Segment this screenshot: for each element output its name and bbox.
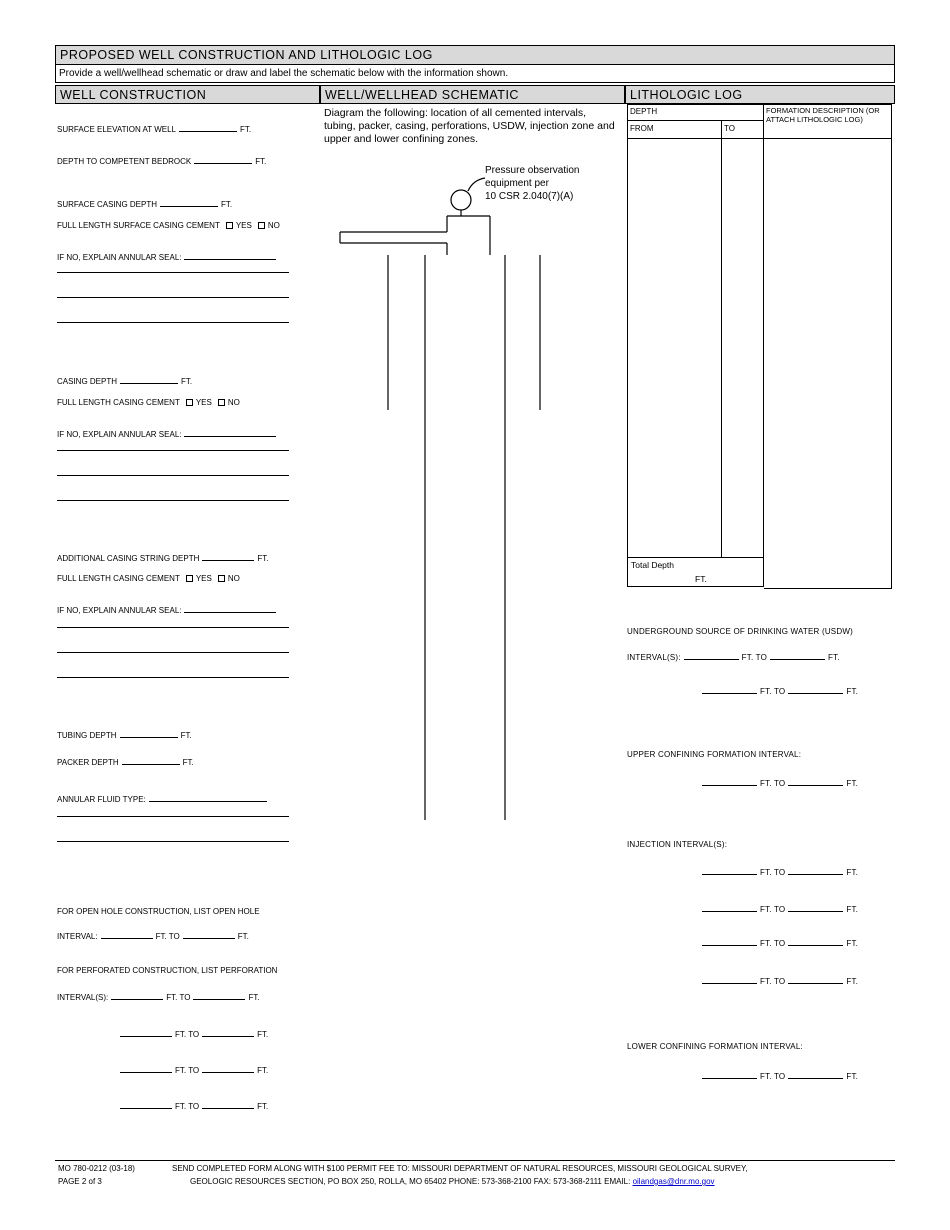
lithologic-log-section [627,104,893,1114]
blank-field[interactable] [702,686,757,694]
blank-field[interactable] [120,1101,172,1109]
additional-casing-row [57,553,269,564]
blank-field[interactable] [788,686,843,694]
additional-casing-depth-label: ADDITIONAL CASING STRING DEPTH [57,554,200,563]
schematic-section [322,104,625,1164]
surface-elevation-row [57,124,251,135]
packer-depth-label: PACKER DEPTH [57,758,119,767]
from-column-header: FROM [628,121,722,138]
schematic-instructions: Diagram the following: location of all cemented intervals, tubing, packer, casing, perforations, USDW, injection zone and upper and lower confining zones. [324,107,615,145]
blank-field[interactable] [101,931,153,939]
full-length-casing-cement-label: FULL LENGTH CASING CEMENT [57,574,180,583]
lithologic-table [627,104,892,589]
intervals-label: INTERVAL(S): [57,993,109,1002]
footer-divider [55,1160,895,1161]
checkbox-yes[interactable] [186,399,193,406]
no-label: NO [267,221,280,230]
perforated-interval-row [117,1029,268,1040]
blank-field[interactable] [702,904,757,912]
ft-label: FT. [257,1066,269,1075]
pressure-gauge-icon [451,190,471,210]
injection-interval-row [699,976,858,987]
usdw-heading: UNDERGROUND SOURCE OF DRINKING WATER (USDW) [627,627,853,636]
blank-line[interactable] [57,652,289,653]
blank-field[interactable] [684,652,739,660]
ft-to-label: FT. TO [760,977,786,986]
tubing-depth-row [57,730,192,741]
fromto-header-row [628,121,763,139]
ft-label: FT. [221,200,233,209]
perforated-interval-row [117,1065,268,1076]
blank-line[interactable] [57,500,289,501]
blank-field[interactable] [120,376,178,384]
page-number: PAGE 2 of 3 [58,1177,102,1186]
ft-to-label: FT. TO [760,868,786,877]
blank-field[interactable] [788,938,843,946]
full-length-surface-casing-cement-label: FULL LENGTH SURFACE CASING CEMENT [57,221,220,230]
blank-line[interactable] [57,272,289,273]
footer-address: GEOLOGIC RESOURCES SECTION, PO BOX 250, ROLLA, MO 65402 PHONE: 573-368-2100 FAX: 573-368-2111 EMAIL: [190,1177,633,1186]
injection-interval-row [699,938,858,949]
blank-field[interactable] [160,199,218,207]
ft-to-label: FT. TO [760,779,786,788]
surface-casing-lines [388,255,540,410]
blank-line[interactable] [57,475,289,476]
blank-line[interactable] [57,677,289,678]
depth-column-header: DEPTH [628,105,763,121]
ft-label: FT. [182,758,194,767]
from-column-body[interactable] [628,139,722,557]
footer-line2 [172,1177,715,1187]
form-title: PROPOSED WELL CONSTRUCTION AND LITHOLOGIC LOG [55,45,895,65]
surface-casing-cement-row [57,221,280,231]
annular-seal-row [57,605,279,616]
blank-field[interactable] [194,156,252,164]
to-column-header: TO [724,123,735,133]
perforated-interval-row [117,1101,268,1112]
well-schematic-drawing [322,104,625,864]
ft-label: FT. [257,1030,269,1039]
blank-field[interactable] [184,605,276,613]
if-no-explain-label: IF NO, EXPLAIN ANNULAR SEAL: [57,253,182,262]
tubing-depth-label: TUBING DEPTH [57,731,117,740]
blank-field[interactable] [120,1029,172,1037]
blank-field[interactable] [184,252,276,260]
ft-label: FT. [846,1072,859,1081]
ft-label: FT. [828,653,840,662]
full-length-casing-cement-label: FULL LENGTH CASING CEMENT [57,398,180,407]
ft-to-label: FT. TO [175,1030,200,1039]
formation-description-column [764,104,892,589]
blank-field[interactable] [702,778,757,786]
blank-field[interactable] [184,429,276,437]
blank-field[interactable] [788,904,843,912]
injection-heading: INJECTION INTERVAL(S): [627,840,728,849]
ft-label: FT. [237,932,249,941]
blank-field[interactable] [788,1071,843,1079]
ft-label: FT. [846,939,859,948]
formation-description-header: FORMATION DESCRIPTION (OR ATTACH LITHOLOGIC LOG) [764,105,891,139]
ft-to-label: FT. TO [175,1102,200,1111]
annular-seal-row [57,252,279,263]
open-hole-interval-row [57,931,249,942]
ft-label: FT. [181,377,193,386]
blank-line[interactable] [57,450,289,451]
checkbox-yes[interactable] [186,575,193,582]
yes-label: YES [235,221,252,230]
blank-field[interactable] [149,794,267,802]
blank-field[interactable] [788,778,843,786]
annotation-line: equipment per [485,178,549,189]
upper-confining-heading: UPPER CONFINING FORMATION INTERVAL: [627,750,802,759]
wellhead-lines [340,210,490,255]
annotation-leader-line [468,178,485,191]
footer-row-1 [58,1164,893,1174]
ft-to-label: FT. TO [760,1072,786,1081]
ft-label: FT. [846,687,859,696]
open-hole-note: FOR OPEN HOLE CONSTRUCTION, LIST OPEN HOLE [57,907,260,916]
annotation-line: 10 CSR 2.040(7)(A) [485,191,574,202]
blank-field[interactable] [183,931,235,939]
blank-field[interactable] [202,1065,254,1073]
ft-to-label: FT. TO [760,905,786,914]
if-no-explain-label: IF NO, EXPLAIN ANNULAR SEAL: [57,430,182,439]
schematic-header: WELL/WELLHEAD SCHEMATIC [320,85,625,104]
ft-label: FT. [846,905,859,914]
well-construction-header: WELL CONSTRUCTION [55,85,320,104]
no-label: NO [227,398,240,407]
casing-depth-row [57,376,192,387]
lower-confining-interval-row [699,1071,858,1082]
annular-seal-row [57,429,279,440]
blank-field[interactable] [202,1101,254,1109]
surface-casing-depth-row [57,199,232,210]
blank-field[interactable] [193,992,245,1000]
perforated-note-row [57,966,277,976]
blank-field[interactable] [120,730,178,738]
ft-label: FT. [255,157,267,166]
lithologic-log-header: LITHOLOGIC LOG [625,85,895,104]
ft-label: FT. [846,977,859,986]
perforated-interval-row [57,992,260,1003]
blank-field[interactable] [111,992,163,1000]
blank-line[interactable] [57,627,289,628]
total-depth-cell [628,558,763,586]
casing-lines [425,255,505,820]
casing-cement-row [57,398,240,408]
ft-to-label: FT. TO [760,939,786,948]
ft-label: FT. [240,125,252,134]
ft-label: FT. [248,993,260,1002]
ft-to-label: FT. TO [166,993,191,1002]
email-link[interactable]: oilandgas@dnr.mo.gov [632,1177,715,1186]
ft-label: FT. [180,731,192,740]
annular-fluid-row [57,794,270,805]
usdw-interval-row [627,652,840,663]
ft-label: FT. [257,1102,269,1111]
ft-label: FT. [257,554,269,563]
blank-line[interactable] [57,841,289,842]
yes-label: YES [195,574,212,583]
description-column-body[interactable] [764,139,891,588]
blank-field[interactable] [122,757,180,765]
perforated-note: FOR PERFORATED CONSTRUCTION, LIST PERFORATION [57,966,278,975]
blank-field[interactable] [702,1071,757,1079]
ft-to-label: FT. TO [175,1066,200,1075]
ft-label: FT. [846,868,859,877]
depth-columns [627,104,764,587]
depth-bedrock-row [57,156,266,167]
well-construction-section [57,104,322,1119]
blank-field[interactable] [702,867,757,875]
blank-field[interactable] [770,652,825,660]
blank-line[interactable] [57,816,289,817]
checkbox-no[interactable] [218,575,225,582]
total-depth-label: Total Depth [631,560,674,570]
no-label: NO [227,574,240,583]
annotation-line: Pressure observation [485,165,580,176]
blank-field[interactable] [702,938,757,946]
ft-to-label: FT. TO [760,687,786,696]
blank-field[interactable] [788,976,843,984]
depth-table-body [628,139,763,558]
blank-field[interactable] [788,867,843,875]
checkbox-no[interactable] [258,222,265,229]
casing-cement-row [57,574,240,584]
blank-field[interactable] [202,553,254,561]
blank-field[interactable] [702,976,757,984]
upper-confining-interval-row [699,778,858,789]
injection-interval-row [699,904,858,915]
lower-confining-heading: LOWER CONFINING FORMATION INTERVAL: [627,1042,803,1051]
form-number: MO 780-0212 (03-18) [58,1164,135,1173]
usdw-interval-row [699,686,858,697]
casing-depth-label: CASING DEPTH [57,377,118,386]
open-hole-note-row [57,907,260,917]
checkbox-yes[interactable] [226,222,233,229]
packer-depth-row [57,757,194,768]
form-instructions: Provide a well/wellhead schematic or draw and label the schematic below with the information shown. [55,64,895,83]
injection-interval-row [699,867,858,878]
checkbox-no[interactable] [218,399,225,406]
blank-line[interactable] [57,297,289,298]
footer-row-2 [58,1177,893,1187]
interval-label: INTERVAL: [57,932,98,941]
blank-field[interactable] [202,1029,254,1037]
surface-casing-depth-label: SURFACE CASING DEPTH [57,200,158,209]
ft-to-label: FT. TO [155,932,180,941]
blank-line[interactable] [57,322,289,323]
surface-elevation-label: SURFACE ELEVATION AT WELL [57,125,176,134]
to-column-body[interactable] [722,139,763,557]
ft-label: FT. [695,574,707,584]
blank-field[interactable] [120,1065,172,1073]
intervals-label: INTERVAL(S): [627,653,681,662]
annular-fluid-label: ANNULAR FLUID TYPE: [57,795,146,804]
ft-label: FT. [846,779,859,788]
footer-line1: SEND COMPLETED FORM ALONG WITH $100 PERMIT FEE TO: MISSOURI DEPARTMENT OF NATURAL RESOURCES, MISSOURI GEOLOGICAL SURVEY, [172,1164,748,1173]
depth-bedrock-label: DEPTH TO COMPETENT BEDROCK [57,157,192,166]
pressure-observation-annotation [485,164,621,203]
blank-field[interactable] [179,124,237,132]
if-no-explain-label: IF NO, EXPLAIN ANNULAR SEAL: [57,606,182,615]
ft-to-label: FT. TO [741,653,768,662]
yes-label: YES [195,398,212,407]
